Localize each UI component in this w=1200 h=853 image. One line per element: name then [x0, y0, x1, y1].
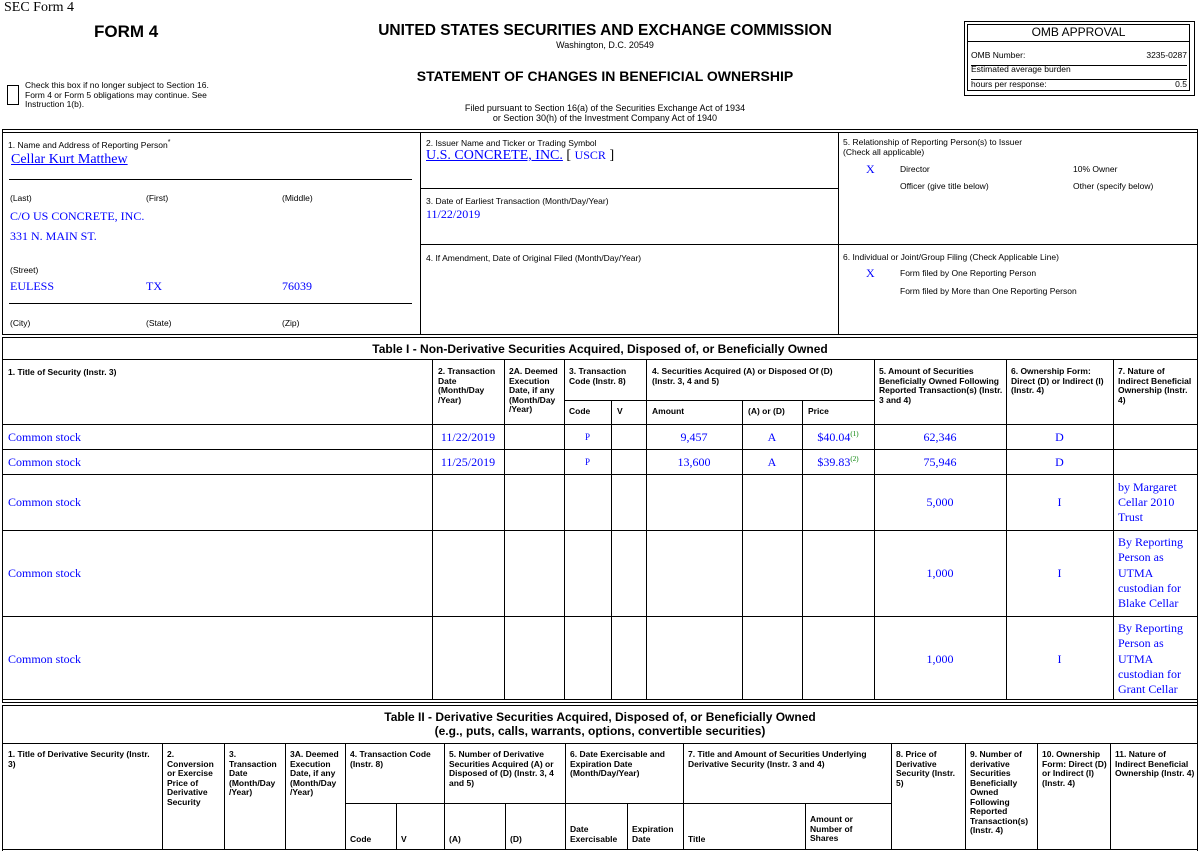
t2-h-date: 3. Transaction Date (Month/Day /Year) — [229, 749, 277, 797]
t1-v1 — [432, 359, 433, 699]
t1-subheader-line — [564, 400, 874, 401]
t2-h-v-sub: V — [401, 834, 407, 844]
t2-v5b — [505, 803, 506, 849]
divider-box2-3 — [420, 188, 838, 189]
t2-h-d: (D) — [510, 834, 522, 844]
omb-number-label: OMB Number: — [971, 50, 1026, 60]
t1-v6 — [1006, 359, 1007, 699]
t2-h-date-exercisable: Date Exercisable — [570, 824, 618, 844]
t2-h-conversion: 2. Conversion or Exercise Price of Derivative Security — [167, 749, 214, 807]
box4-label: 4. If Amendment, Date of Original Filed (Month/Day/Year) — [426, 253, 642, 263]
box2-label: 2. Issuer Name and Ticker or Trading Symbol — [426, 138, 597, 148]
t1-title-bottom — [2, 359, 1198, 360]
t2-v6 — [565, 743, 566, 849]
omb-hours-label: hours per response: — [971, 79, 1047, 89]
t2-v11 — [1110, 743, 1111, 849]
t2-h-code: 4. Transaction Code (Instr. 8) — [350, 749, 431, 769]
checkbox-label: Check this box if no longer subject to Section 16. Form 4 or Form 5 obligations may continue. See Instruction 1(b). — [25, 80, 209, 109]
t1-v3 — [564, 359, 565, 699]
t1-row-line-4 — [2, 616, 1198, 617]
row1-title: Common stock — [8, 430, 82, 444]
section-bottom — [2, 334, 1198, 335]
box5-label-1: 5. Relationship of Reporting Person(s) to Issuer — [843, 137, 1023, 147]
officer-label: Officer (give title below) — [900, 181, 989, 191]
director-mark: X — [866, 162, 875, 176]
t2-v9 — [965, 743, 966, 849]
t1-h-form: 6. Ownership Form: Direct (D) or Indirect (I) (Instr. 4) — [1011, 366, 1104, 395]
row2-ad: A — [767, 455, 777, 469]
filed-pursuant — [330, 103, 880, 123]
issuer-link[interactable]: U.S. CONCRETE, INC. — [426, 148, 563, 163]
t1-h-owned: 5. Amount of Securities Beneficially Owned Following Reported Transaction(s) (Instr. 3 and 4) — [879, 366, 1003, 405]
row1-ad: A — [767, 430, 777, 444]
ten-pct-owner-label: 10% Owner — [1073, 164, 1118, 174]
t2-h-nature: 11. Nature of Indirect Beneficial Ownership (Instr. 4) — [1115, 749, 1195, 778]
t1-v4 — [646, 359, 647, 699]
t1-top — [2, 337, 1198, 338]
t1-v3b — [611, 400, 612, 699]
t2-h-deemed: 3A. Deemed Execution Date, if any (Month/Day /Year) — [290, 749, 339, 797]
t2-h-title: 1. Title of Derivative Security (Instr. 3) — [8, 749, 150, 769]
omb-number-value: 3235-0287 — [1146, 50, 1187, 60]
row1-code: P — [584, 432, 590, 442]
omb-burden-label: Estimated average burden — [971, 64, 1071, 74]
t1-h-price: Price — [808, 406, 829, 416]
t2-h-number: 5. Number of Derivative Securities Acquired (A) or Disposed of (D) (Instr. 3, 4 and 5) — [449, 749, 554, 788]
top-border — [2, 129, 1198, 130]
t1-h-amount: Amount — [652, 406, 685, 416]
t2-v2 — [224, 743, 225, 849]
t1-h-v-sub: V — [617, 406, 623, 416]
row1-date: 11/22/2019 — [440, 430, 496, 444]
row4-nature: By Reporting Person as UTMA custodian for Blake Cellar — [1118, 535, 1183, 611]
ticker-value: USCR — [574, 148, 606, 162]
t2-h-a: (A) — [449, 834, 461, 844]
t1-h-deemed: 2A. Deemed Execution Date, if any (Month/Day /Year) — [509, 366, 558, 414]
row4-title: Common stock — [8, 566, 82, 580]
address-line-1: C/O US CONCRETE, INC. — [10, 209, 145, 223]
divider-box3-4 — [420, 244, 838, 245]
section16-checkbox[interactable] — [7, 85, 19, 105]
row1-amount: 9,457 — [680, 430, 708, 444]
first-label: (First) — [146, 193, 169, 203]
t2-v5 — [444, 743, 445, 849]
table2-title — [2, 710, 1198, 738]
t2-bottom — [2, 849, 1198, 850]
omb-burden-row — [971, 64, 1187, 80]
t1-h-code-sub: Code — [569, 406, 591, 416]
t1-h-ad: (A) or (D) — [748, 406, 785, 416]
row4-owned: 1,000 — [926, 566, 954, 580]
city-underline — [9, 303, 412, 304]
row5-nature: By Reporting Person as UTMA custodian for Grant Cellar — [1118, 621, 1183, 697]
statement-title: STATEMENT OF CHANGES IN BENEFICIAL OWNERSHIP — [416, 68, 794, 84]
row4-form: I — [1057, 566, 1062, 580]
table1-title: Table I - Non-Derivative Securities Acquired, Disposed of, or Beneficially Owned — [372, 342, 828, 356]
t2-v8 — [891, 743, 892, 849]
row3-form: I — [1057, 495, 1062, 509]
row2-amount: 13,600 — [677, 455, 711, 469]
t2-v3 — [285, 743, 286, 849]
left-border — [2, 129, 3, 335]
box5-label-2: (Check all applicable) — [843, 147, 925, 157]
t1-h-securities: 4. Securities Acquired (A) or Disposed Of (D) (Instr. 3, 4 and 5) — [652, 366, 833, 386]
top-border-2 — [2, 132, 1198, 133]
name-underline — [9, 179, 412, 180]
table2-title-2: (e.g., puts, calls, warrants, options, convertible securities) — [434, 724, 766, 738]
t2-h-form: 10. Ownership Form: Direct (D) or Indirect (I) (Instr. 4) — [1042, 749, 1107, 788]
t1-v5 — [874, 359, 875, 699]
omb-hours-row — [971, 79, 1187, 94]
multi-person-label: Form filed by More than One Reporting Person — [900, 286, 1077, 296]
row3-nature: by Margaret Cellar 2010 Trust — [1118, 480, 1177, 524]
t2-h-number-owned: 9. Number of derivative Securities Beneficially Owned Following Reported Transaction(s) (Instr. 4) — [970, 749, 1029, 835]
form-title: FORM 4 — [94, 22, 159, 41]
t2-h-underlying: 7. Title and Amount of Securities Underlying Derivative Security (Instr. 3 and 4) — [688, 749, 867, 769]
omb-hours-value: 0.5 — [1175, 79, 1187, 89]
t2-v1 — [162, 743, 163, 849]
t1-h-nature: 7. Nature of Indirect Beneficial Ownership (Instr. 4) — [1118, 366, 1192, 405]
director-label: Director — [900, 164, 930, 174]
t2-h-price: 8. Price of Derivative Security (Instr. 5) — [896, 749, 956, 788]
t2-subheader-line — [345, 803, 891, 804]
t1-left — [2, 337, 3, 702]
t1-bottom-2 — [2, 702, 1198, 703]
t2-h-underlying-amount: Amount or Number of Shares — [810, 814, 853, 843]
divider-2 — [838, 132, 839, 335]
one-person-mark: X — [866, 266, 875, 280]
t2-v4 — [345, 743, 346, 849]
row1-price: $40.04$^{(1)}$ — [817, 430, 859, 444]
sec-form-label: SEC Form 4 — [4, 0, 75, 15]
t2-v6b — [627, 803, 628, 849]
t1-h-code: 3. Transaction Code (Instr. 8) — [569, 366, 627, 386]
row5-owned: 1,000 — [926, 652, 954, 666]
t1-row-line-0 — [2, 424, 1198, 425]
box1-label: 1. Name and Address of Reporting Person* — [8, 139, 171, 150]
t1-row-line-2 — [2, 474, 1198, 475]
street-label: (Street) — [10, 265, 39, 275]
divider-1 — [420, 132, 421, 335]
t1-v2 — [504, 359, 505, 699]
row5-title: Common stock — [8, 652, 82, 666]
one-person-label: Form filed by One Reporting Person — [900, 268, 1037, 278]
row2-owned: 75,946 — [923, 455, 957, 469]
t2-v7 — [683, 743, 684, 849]
t2-v10 — [1037, 743, 1038, 849]
box6-label: 6. Individual or Joint/Group Filing (Check Applicable Line) — [843, 252, 1059, 262]
middle-label: (Middle) — [282, 193, 313, 203]
row5-form: I — [1057, 652, 1062, 666]
box3-label: 3. Date of Earliest Transaction (Month/Day/Year) — [426, 196, 609, 206]
t2-h-underlying-title: Title — [688, 834, 706, 844]
commission-address: Washington, D.C. 20549 — [556, 40, 654, 50]
divider-box5-6 — [838, 244, 1198, 245]
filed-line-2: or Section 30(h) of the Investment Company Act of 1940 — [492, 113, 718, 123]
row2-title: Common stock — [8, 455, 82, 469]
row3-title: Common stock — [8, 495, 82, 509]
t1-bottom — [2, 699, 1198, 700]
other-label: Other (specify below) — [1073, 181, 1154, 191]
omb-title: OMB APPROVAL — [967, 25, 1190, 42]
t2-title-bottom — [2, 743, 1198, 744]
zip-label: (Zip) — [282, 318, 300, 328]
row2-date: 11/25/2019 — [440, 455, 496, 469]
t1-h-date: 2. Transaction Date (Month/Day /Year) — [438, 366, 496, 405]
t1-h-title: 1. Title of Security (Instr. 3) — [8, 367, 117, 377]
row2-footnote[interactable]: (2) — [850, 455, 859, 463]
last-label: (Last) — [10, 193, 32, 203]
state-value: TX — [146, 279, 162, 293]
table2-title-1: Table II - Derivative Securities Acquired, Disposed of, or Beneficially Owned — [384, 710, 816, 724]
city-label: (City) — [10, 318, 31, 328]
t1-v7 — [1113, 359, 1114, 699]
zip-value: 76039 — [282, 279, 312, 293]
t2-h-expiration: Expiration Date — [632, 824, 674, 844]
commission-title: UNITED STATES SECURITIES AND EXCHANGE COMMISSION — [378, 22, 832, 39]
filed-line-1: Filed pursuant to Section 16(a) of the Securities Exchange Act of 1934 — [464, 103, 746, 113]
t2-v7b — [805, 803, 806, 849]
row3-owned: 5,000 — [926, 495, 954, 509]
city-value: EULESS — [10, 279, 55, 293]
state-label: (State) — [146, 318, 172, 328]
issuer-line: U.S. CONCRETE, INC. [ USCR ] — [426, 148, 615, 163]
t2-v4b — [396, 803, 397, 849]
row2-code: P — [584, 457, 590, 467]
t2-h-exercisable: 6. Date Exercisable and Expiration Date (Month/Day/Year) — [570, 749, 665, 778]
t1-row-line-3 — [2, 530, 1198, 531]
row2-price: $39.83$^{(2)}$ — [817, 455, 859, 469]
row1-owned: 62,346 — [923, 430, 957, 444]
t2-top — [2, 705, 1198, 706]
earliest-transaction-date: 11/22/2019 — [426, 207, 481, 221]
t2-h-code-sub: Code — [350, 834, 372, 844]
reporting-person-link[interactable]: Cellar Kurt Matthew — [11, 152, 128, 167]
row1-footnote[interactable]: (1) — [850, 430, 859, 438]
t1-row-line-1 — [2, 449, 1198, 450]
row1-form: D — [1055, 430, 1064, 444]
row2-form: D — [1055, 455, 1064, 469]
address-line-2: 331 N. MAIN ST. — [10, 229, 97, 243]
